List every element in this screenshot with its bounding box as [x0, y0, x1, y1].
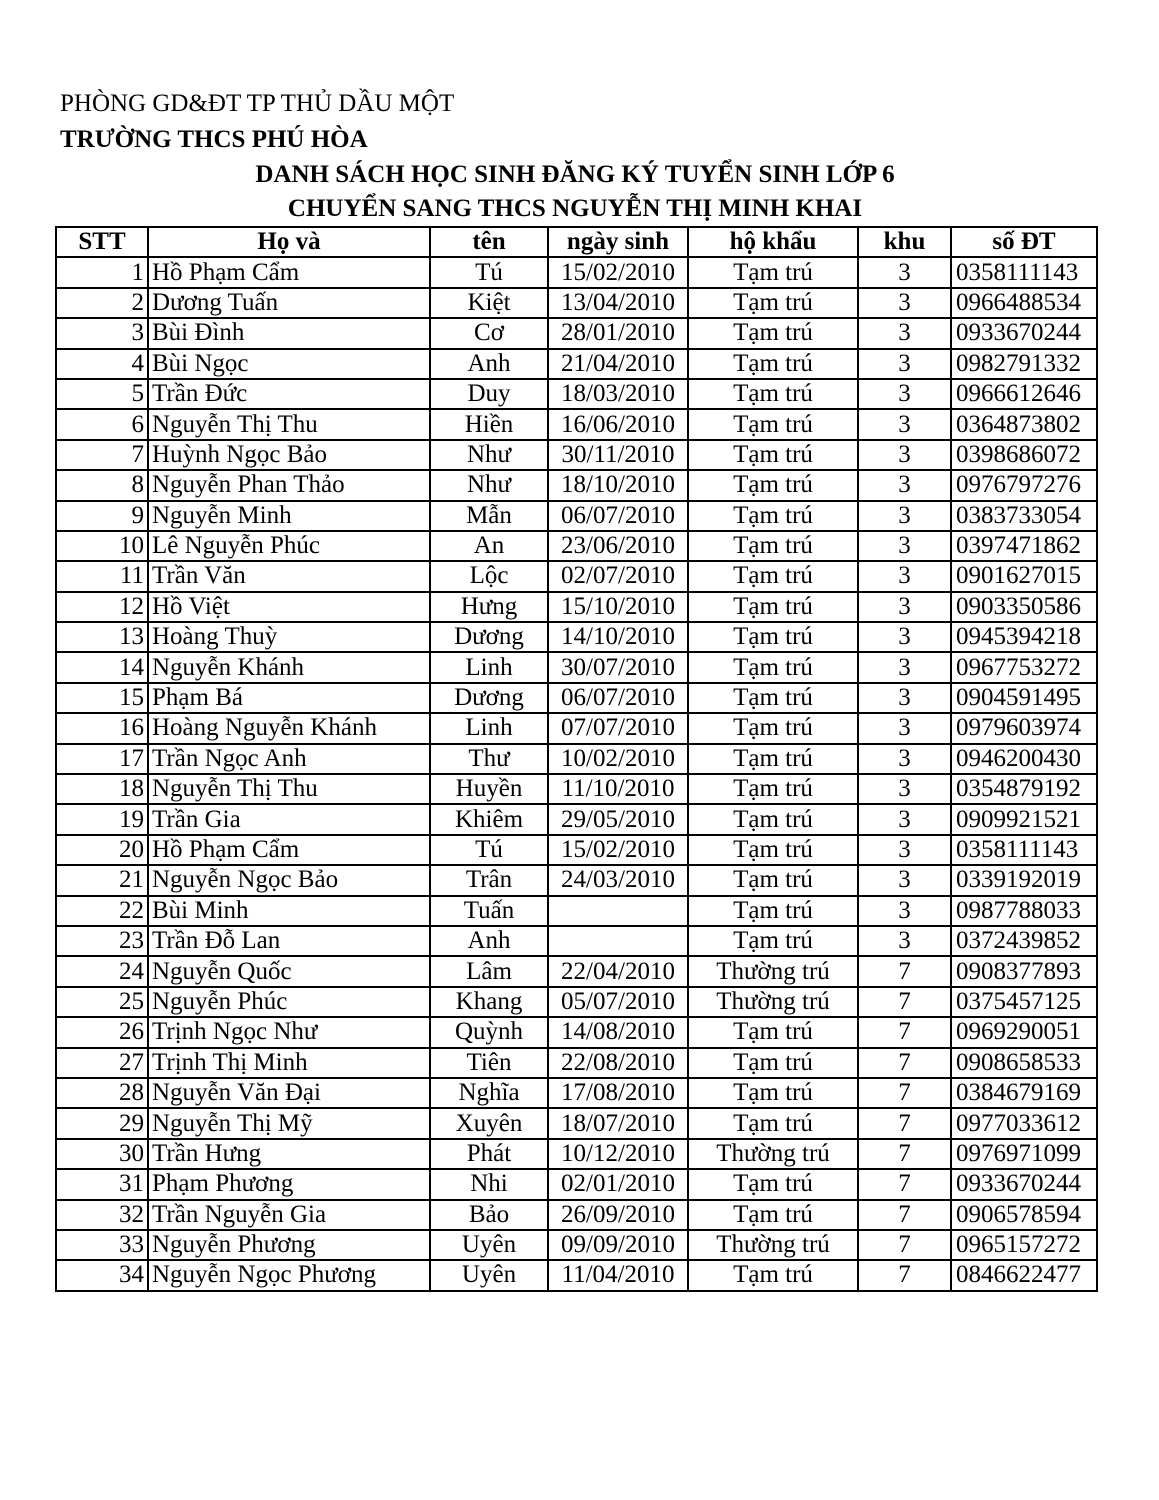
cell-khu: 3 [858, 288, 951, 318]
cell-ho-va: Phạm Bá [148, 683, 430, 713]
table-row [56, 652, 1097, 682]
cell-so-dt: 0987788033 [951, 896, 1097, 926]
cell-ho-khau: Tạm trú [688, 409, 858, 439]
cell-ten: Hiền [430, 409, 548, 439]
cell-khu: 7 [858, 1017, 951, 1047]
cell-stt: 27 [56, 1048, 148, 1078]
cell-so-dt: 0372439852 [951, 926, 1097, 956]
student-table [55, 226, 1098, 1292]
cell-khu: 7 [858, 1108, 951, 1138]
cell-ngay-sinh: 29/05/2010 [548, 804, 688, 834]
cell-khu: 7 [858, 1200, 951, 1230]
table-row [56, 501, 1097, 531]
cell-ho-khau: Tạm trú [688, 804, 858, 834]
cell-so-dt: 0339192019 [951, 865, 1097, 895]
table-row [56, 409, 1097, 439]
cell-so-dt: 0945394218 [951, 622, 1097, 652]
cell-so-dt: 0904591495 [951, 683, 1097, 713]
table-row [56, 926, 1097, 956]
column-header-stt: STT [56, 227, 148, 257]
cell-khu: 3 [858, 835, 951, 865]
cell-ho-khau: Tạm trú [688, 1260, 858, 1290]
cell-stt: 26 [56, 1017, 148, 1047]
cell-stt: 13 [56, 622, 148, 652]
cell-ngay-sinh: 06/07/2010 [548, 501, 688, 531]
cell-so-dt: 0933670244 [951, 318, 1097, 348]
table-row [56, 288, 1097, 318]
cell-ngay-sinh: 14/10/2010 [548, 622, 688, 652]
table-row [56, 1078, 1097, 1108]
cell-so-dt: 0384679169 [951, 1078, 1097, 1108]
cell-ten: Duy [430, 379, 548, 409]
cell-stt: 17 [56, 744, 148, 774]
table-row [56, 744, 1097, 774]
cell-ho-va: Hồ Phạm Cẩm [148, 835, 430, 865]
table-row [56, 257, 1097, 287]
cell-ngay-sinh: 10/02/2010 [548, 744, 688, 774]
table-row [56, 1048, 1097, 1078]
cell-ho-khau: Tạm trú [688, 501, 858, 531]
cell-ten: Tiên [430, 1048, 548, 1078]
cell-ho-va: Nguyễn Ngọc Bảo [148, 865, 430, 895]
cell-ten: Nghĩa [430, 1078, 548, 1108]
table-row [56, 349, 1097, 379]
cell-so-dt: 0398686072 [951, 440, 1097, 470]
table-row [56, 865, 1097, 895]
cell-ho-va: Trần Văn [148, 561, 430, 591]
table-row [56, 956, 1097, 986]
cell-khu: 3 [858, 592, 951, 622]
cell-ten: Xuyên [430, 1108, 548, 1138]
cell-ten: Lâm [430, 956, 548, 986]
cell-so-dt: 0966488534 [951, 288, 1097, 318]
cell-ngay-sinh: 23/06/2010 [548, 531, 688, 561]
cell-ten: Quỳnh [430, 1017, 548, 1047]
cell-ten: Uyên [430, 1260, 548, 1290]
cell-ten: Dương [430, 683, 548, 713]
department-name: PHÒNG GD&ĐT TP THỦ DẦU MỘT [60, 90, 455, 117]
cell-stt: 34 [56, 1260, 148, 1290]
cell-ho-va: Hồ Phạm Cẩm [148, 257, 430, 287]
cell-ten: Linh [430, 652, 548, 682]
cell-khu: 3 [858, 349, 951, 379]
cell-ho-khau: Tạm trú [688, 1108, 858, 1138]
school-name: TRƯỜNG THCS PHÚ HÒA [60, 126, 368, 153]
cell-ten: Thư [430, 744, 548, 774]
cell-ho-va: Huỳnh Ngọc Bảo [148, 440, 430, 470]
cell-ngay-sinh: 22/04/2010 [548, 956, 688, 986]
cell-ten: Khiêm [430, 804, 548, 834]
cell-so-dt: 0908377893 [951, 956, 1097, 986]
cell-khu: 3 [858, 865, 951, 895]
cell-ho-khau: Tạm trú [688, 1200, 858, 1230]
cell-stt: 19 [56, 804, 148, 834]
cell-ho-khau: Tạm trú [688, 257, 858, 287]
cell-stt: 23 [56, 926, 148, 956]
cell-ten: Mẫn [430, 501, 548, 531]
cell-ho-khau: Thường trú [688, 1230, 858, 1260]
cell-stt: 24 [56, 956, 148, 986]
cell-ngay-sinh: 11/04/2010 [548, 1260, 688, 1290]
table-row [56, 1139, 1097, 1169]
table-row [56, 440, 1097, 470]
cell-ho-va: Trần Đỗ Lan [148, 926, 430, 956]
cell-so-dt: 0976971099 [951, 1139, 1097, 1169]
cell-ho-va: Nguyễn Quốc [148, 956, 430, 986]
cell-ten: Anh [430, 349, 548, 379]
cell-ten: Tuấn [430, 896, 548, 926]
cell-so-dt: 0967753272 [951, 652, 1097, 682]
cell-ngay-sinh: 17/08/2010 [548, 1078, 688, 1108]
cell-stt: 2 [56, 288, 148, 318]
cell-ngay-sinh: 06/07/2010 [548, 683, 688, 713]
cell-stt: 30 [56, 1139, 148, 1169]
table-row [56, 1108, 1097, 1138]
cell-ten: Tú [430, 835, 548, 865]
cell-ngay-sinh: 05/07/2010 [548, 987, 688, 1017]
cell-khu: 7 [858, 1048, 951, 1078]
cell-khu: 3 [858, 257, 951, 287]
cell-stt: 12 [56, 592, 148, 622]
cell-ho-va: Trần Đức [148, 379, 430, 409]
cell-ngay-sinh: 15/02/2010 [548, 257, 688, 287]
cell-stt: 11 [56, 561, 148, 591]
cell-khu: 3 [858, 561, 951, 591]
cell-ho-va: Trịnh Ngọc Như [148, 1017, 430, 1047]
cell-ten: Như [430, 440, 548, 470]
cell-ho-va: Nguyễn Phan Thảo [148, 470, 430, 500]
cell-so-dt: 0397471862 [951, 531, 1097, 561]
cell-ngay-sinh: 15/10/2010 [548, 592, 688, 622]
table-row [56, 835, 1097, 865]
cell-ngay-sinh: 10/12/2010 [548, 1139, 688, 1169]
cell-stt: 3 [56, 318, 148, 348]
cell-khu: 3 [858, 379, 951, 409]
column-header-ho-khau: hộ khẩu [688, 227, 858, 257]
cell-ten: Cơ [430, 318, 548, 348]
cell-khu: 3 [858, 501, 951, 531]
cell-stt: 33 [56, 1230, 148, 1260]
cell-ngay-sinh: 28/01/2010 [548, 318, 688, 348]
cell-stt: 31 [56, 1169, 148, 1199]
table-row [56, 379, 1097, 409]
cell-khu: 3 [858, 652, 951, 682]
cell-stt: 10 [56, 531, 148, 561]
cell-ho-khau: Tạm trú [688, 744, 858, 774]
cell-stt: 25 [56, 987, 148, 1017]
cell-so-dt: 0977033612 [951, 1108, 1097, 1138]
cell-ho-va: Dương Tuấn [148, 288, 430, 318]
table-row [56, 1230, 1097, 1260]
column-header-so-dt: số ĐT [951, 227, 1097, 257]
cell-so-dt: 0982791332 [951, 349, 1097, 379]
cell-so-dt: 0933670244 [951, 1169, 1097, 1199]
cell-ho-va: Bùi Đình [148, 318, 430, 348]
cell-khu: 3 [858, 804, 951, 834]
cell-ho-va: Hồ Việt [148, 592, 430, 622]
cell-ten: Bảo [430, 1200, 548, 1230]
cell-ten: Lộc [430, 561, 548, 591]
table-row [56, 592, 1097, 622]
cell-stt: 20 [56, 835, 148, 865]
cell-ngay-sinh: 13/04/2010 [548, 288, 688, 318]
cell-ho-khau: Tạm trú [688, 592, 858, 622]
cell-ten: Dương [430, 622, 548, 652]
cell-so-dt: 0908658533 [951, 1048, 1097, 1078]
table-row [56, 531, 1097, 561]
cell-ngay-sinh: 24/03/2010 [548, 865, 688, 895]
cell-ngay-sinh: 18/10/2010 [548, 470, 688, 500]
table-row [56, 683, 1097, 713]
cell-ho-khau: Thường trú [688, 987, 858, 1017]
cell-ho-va: Nguyễn Phương [148, 1230, 430, 1260]
cell-khu: 3 [858, 440, 951, 470]
cell-ngay-sinh: 14/08/2010 [548, 1017, 688, 1047]
document-title: DANH SÁCH HỌC SINH ĐĂNG KÝ TUYỂN SINH LỚP 6 [255, 161, 895, 188]
cell-stt: 5 [56, 379, 148, 409]
table-row [56, 774, 1097, 804]
cell-ho-khau: Tạm trú [688, 440, 858, 470]
cell-ho-va: Nguyễn Phúc [148, 987, 430, 1017]
cell-ho-khau: Tạm trú [688, 896, 858, 926]
cell-stt: 16 [56, 713, 148, 743]
cell-so-dt: 0903350586 [951, 592, 1097, 622]
column-header-ten: tên [430, 227, 548, 257]
cell-ho-khau: Tạm trú [688, 1017, 858, 1047]
cell-so-dt: 0354879192 [951, 774, 1097, 804]
table-row [56, 622, 1097, 652]
cell-khu: 7 [858, 1169, 951, 1199]
column-header-khu: khu [858, 227, 951, 257]
cell-stt: 22 [56, 896, 148, 926]
cell-ho-khau: Tạm trú [688, 652, 858, 682]
cell-khu: 7 [858, 1078, 951, 1108]
cell-khu: 3 [858, 713, 951, 743]
cell-khu: 3 [858, 926, 951, 956]
cell-ho-va: Nguyễn Thị Thu [148, 774, 430, 804]
cell-khu: 3 [858, 744, 951, 774]
cell-khu: 7 [858, 1139, 951, 1169]
cell-khu: 3 [858, 896, 951, 926]
cell-ten: Hưng [430, 592, 548, 622]
cell-ho-khau: Tạm trú [688, 865, 858, 895]
cell-stt: 8 [56, 470, 148, 500]
cell-khu: 3 [858, 683, 951, 713]
cell-stt: 32 [56, 1200, 148, 1230]
table-row [56, 1017, 1097, 1047]
cell-ten: Trân [430, 865, 548, 895]
cell-ho-khau: Tạm trú [688, 561, 858, 591]
cell-so-dt: 0383733054 [951, 501, 1097, 531]
cell-ngay-sinh: 18/03/2010 [548, 379, 688, 409]
cell-so-dt: 0909921521 [951, 804, 1097, 834]
table-row [56, 1260, 1097, 1290]
cell-stt: 18 [56, 774, 148, 804]
cell-ho-khau: Tạm trú [688, 1169, 858, 1199]
cell-so-dt: 0375457125 [951, 987, 1097, 1017]
cell-ho-va: Nguyễn Thị Mỹ [148, 1108, 430, 1138]
cell-so-dt: 0965157272 [951, 1230, 1097, 1260]
cell-so-dt: 0979603974 [951, 713, 1097, 743]
cell-khu: 3 [858, 531, 951, 561]
cell-stt: 6 [56, 409, 148, 439]
cell-ho-khau: Tạm trú [688, 318, 858, 348]
cell-ho-khau: Tạm trú [688, 379, 858, 409]
cell-ngay-sinh: 21/04/2010 [548, 349, 688, 379]
table-row [56, 896, 1097, 926]
cell-ho-khau: Tạm trú [688, 622, 858, 652]
cell-ngay-sinh: 11/10/2010 [548, 774, 688, 804]
table-header-row [56, 227, 1097, 257]
cell-khu: 7 [858, 987, 951, 1017]
cell-ho-va: Nguyễn Minh [148, 501, 430, 531]
cell-ten: Khang [430, 987, 548, 1017]
cell-ho-khau: Tạm trú [688, 926, 858, 956]
cell-ho-khau: Tạm trú [688, 1078, 858, 1108]
table-row [56, 561, 1097, 591]
cell-ngay-sinh: 15/02/2010 [548, 835, 688, 865]
cell-ho-va: Trần Gia [148, 804, 430, 834]
cell-ho-khau: Thường trú [688, 956, 858, 986]
cell-ngay-sinh: 18/07/2010 [548, 1108, 688, 1138]
cell-so-dt: 0846622477 [951, 1260, 1097, 1290]
cell-ho-va: Trần Hưng [148, 1139, 430, 1169]
cell-so-dt: 0969290051 [951, 1017, 1097, 1047]
cell-ten: Huyền [430, 774, 548, 804]
column-header-ho-va: Họ và [148, 227, 430, 257]
cell-stt: 29 [56, 1108, 148, 1138]
cell-ho-va: Nguyễn Thị Thu [148, 409, 430, 439]
cell-ten: Nhi [430, 1169, 548, 1199]
cell-ho-khau: Tạm trú [688, 349, 858, 379]
cell-ho-va: Nguyễn Ngọc Phương [148, 1260, 430, 1290]
cell-ngay-sinh: 30/11/2010 [548, 440, 688, 470]
cell-ten: Anh [430, 926, 548, 956]
cell-ten: Kiệt [430, 288, 548, 318]
cell-khu: 7 [858, 1230, 951, 1260]
cell-stt: 9 [56, 501, 148, 531]
cell-stt: 28 [56, 1078, 148, 1108]
cell-so-dt: 0901627015 [951, 561, 1097, 591]
table-row [56, 1200, 1097, 1230]
cell-so-dt: 0364873802 [951, 409, 1097, 439]
cell-ho-va: Bùi Ngọc [148, 349, 430, 379]
table-row [56, 713, 1097, 743]
cell-ho-va: Nguyễn Văn Đại [148, 1078, 430, 1108]
column-header-ngay-sinh: ngày sinh [548, 227, 688, 257]
cell-ten: Tú [430, 257, 548, 287]
cell-khu: 3 [858, 318, 951, 348]
table-row [56, 804, 1097, 834]
table-row [56, 1169, 1097, 1199]
cell-so-dt: 0906578594 [951, 1200, 1097, 1230]
cell-so-dt: 0966612646 [951, 379, 1097, 409]
cell-ho-va: Trịnh Thị Minh [148, 1048, 430, 1078]
table-row [56, 987, 1097, 1017]
cell-stt: 1 [56, 257, 148, 287]
cell-ho-khau: Tạm trú [688, 835, 858, 865]
table-row [56, 470, 1097, 500]
cell-ho-va: Lê Nguyễn Phúc [148, 531, 430, 561]
cell-khu: 3 [858, 470, 951, 500]
cell-ho-va: Phạm Phương [148, 1169, 430, 1199]
cell-khu: 3 [858, 622, 951, 652]
cell-ten: Uyên [430, 1230, 548, 1260]
cell-stt: 14 [56, 652, 148, 682]
cell-ho-va: Bùi Minh [148, 896, 430, 926]
cell-ho-khau: Thường trú [688, 1139, 858, 1169]
cell-ngay-sinh [548, 926, 688, 956]
cell-ngay-sinh: 02/07/2010 [548, 561, 688, 591]
cell-ten: An [430, 531, 548, 561]
cell-so-dt: 0976797276 [951, 470, 1097, 500]
cell-khu: 7 [858, 1260, 951, 1290]
cell-ten: Linh [430, 713, 548, 743]
cell-khu: 3 [858, 774, 951, 804]
cell-ho-khau: Tạm trú [688, 683, 858, 713]
cell-ho-khau: Tạm trú [688, 470, 858, 500]
cell-ho-khau: Tạm trú [688, 713, 858, 743]
cell-so-dt: 0358111143 [951, 257, 1097, 287]
cell-ten: Như [430, 470, 548, 500]
cell-ngay-sinh: 22/08/2010 [548, 1048, 688, 1078]
cell-so-dt: 0946200430 [951, 744, 1097, 774]
cell-ho-va: Trần Ngọc Anh [148, 744, 430, 774]
cell-stt: 7 [56, 440, 148, 470]
cell-ho-khau: Tạm trú [688, 1048, 858, 1078]
cell-ten: Phát [430, 1139, 548, 1169]
cell-ngay-sinh: 09/09/2010 [548, 1230, 688, 1260]
cell-ngay-sinh: 26/09/2010 [548, 1200, 688, 1230]
cell-ngay-sinh: 07/07/2010 [548, 713, 688, 743]
cell-stt: 4 [56, 349, 148, 379]
cell-ho-va: Hoàng Nguyễn Khánh [148, 713, 430, 743]
cell-stt: 15 [56, 683, 148, 713]
cell-khu: 3 [858, 409, 951, 439]
cell-ho-khau: Tạm trú [688, 531, 858, 561]
cell-ngay-sinh: 16/06/2010 [548, 409, 688, 439]
cell-ho-va: Hoàng Thuỳ [148, 622, 430, 652]
cell-ngay-sinh: 02/01/2010 [548, 1169, 688, 1199]
table-row [56, 318, 1097, 348]
cell-khu: 7 [858, 956, 951, 986]
cell-ho-va: Nguyễn Khánh [148, 652, 430, 682]
cell-so-dt: 0358111143 [951, 835, 1097, 865]
cell-ngay-sinh [548, 896, 688, 926]
cell-ho-khau: Tạm trú [688, 774, 858, 804]
cell-stt: 21 [56, 865, 148, 895]
cell-ho-khau: Tạm trú [688, 288, 858, 318]
cell-ngay-sinh: 30/07/2010 [548, 652, 688, 682]
document-subtitle: CHUYỂN SANG THCS NGUYỄN THỊ MINH KHAI [287, 195, 863, 222]
cell-ho-va: Trần Nguyễn Gia [148, 1200, 430, 1230]
